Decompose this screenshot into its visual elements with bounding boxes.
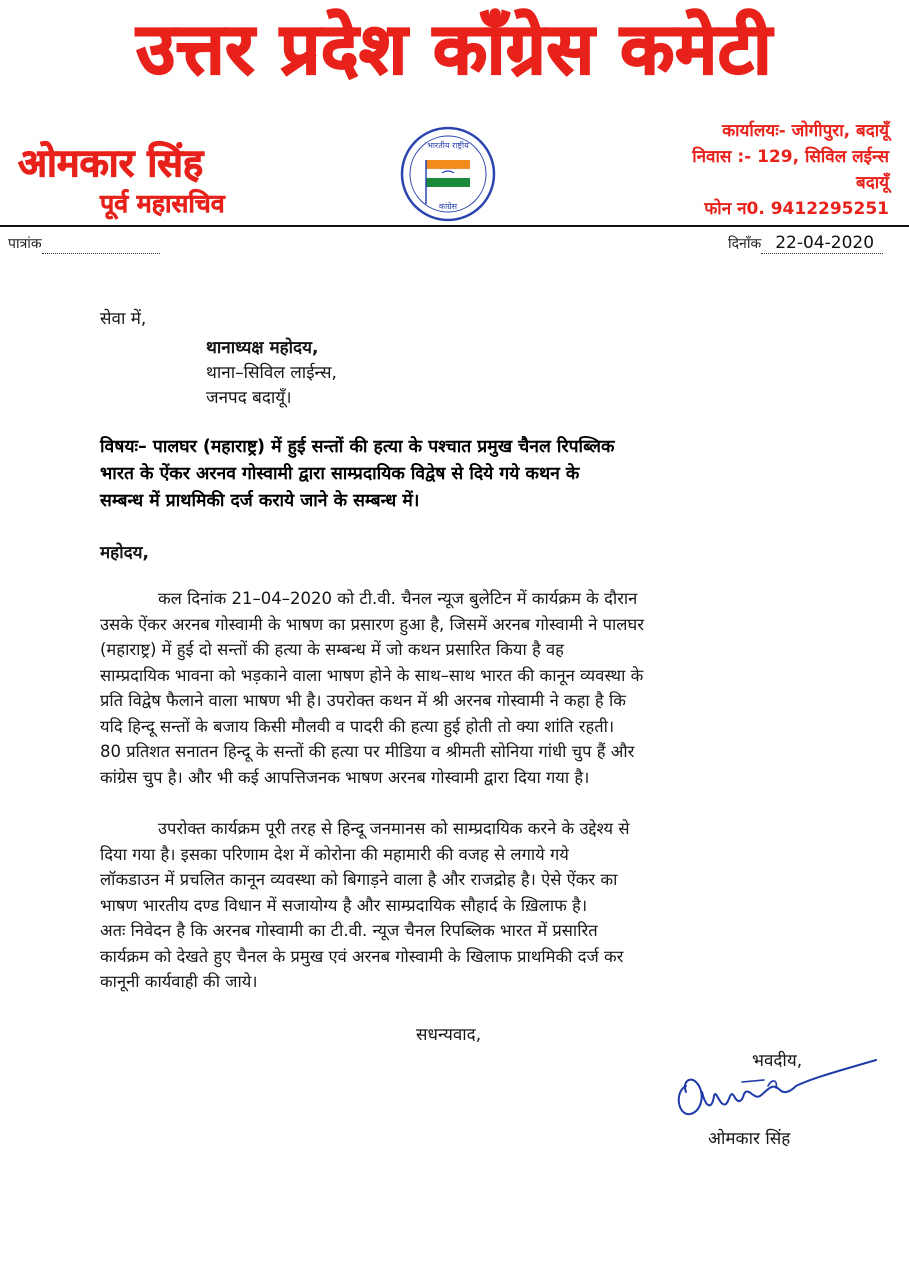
reference-label: पात्रांक [8, 236, 42, 252]
paragraph-1-line: (महाराष्ट्र) में हुई दो सन्तों की हत्या के सम्बन्ध में जो कथन प्रसारित किया है वह [100, 640, 564, 659]
flag-saffron-band [426, 160, 470, 169]
letterhead-residence-address: निवास :- 129, सिविल लईन्स [692, 147, 889, 167]
addressee-line-2: थाना–सिविल लाईन्स, [206, 363, 337, 383]
emblem-text-top: भारतीय राष्ट्रीय [427, 141, 469, 150]
letterhead-office-address: कार्यालयः- जोगीपुरा, बदायूँ [722, 121, 889, 141]
subject-line-1: विषयः– पालघर (महाराष्ट्र) में हुई सन्तों की हत्या के पश्चात प्रमुख चैनल रिपब्लिक [100, 437, 615, 457]
signatory-name: ओमकार सिंह [708, 1129, 791, 1149]
handwritten-signature [672, 1052, 882, 1132]
flag-green-band [426, 178, 470, 187]
paragraph-1-line: प्रति विद्वेष फैलाने वाला भाषण भी है। उपरोक्त कथन में श्री अरनब गोस्वामी ने कहा है कि [100, 691, 626, 710]
paragraph-1-line: यदि हिन्दू सन्तों के बजाय किसी मौलवी व पादरी की हत्या हुई होती तो क्या शांति रहती। [100, 716, 615, 736]
paragraph-2 [100, 816, 812, 995]
paragraph-1-line: कांग्रेस चुप है। और भी कई आपत्तिजनक भाषण अरनब गोस्वामी द्वारा दिया गया है। [100, 767, 590, 787]
paragraph-2-line: अतः निवेदन है कि अरनब गोस्वामी का टी.वी. न्यूज चैनल रिपब्लिक भारत में प्रसारित [100, 921, 598, 940]
congress-emblem-seal [398, 124, 498, 224]
subject-block [100, 434, 812, 515]
flag-white-band [426, 169, 470, 178]
paragraph-1 [100, 586, 812, 790]
date-label: दिनाँक [728, 236, 762, 252]
addressee-line-3: जनपद बदायूँ। [206, 388, 292, 408]
subject-line-3: सम्बन्ध में प्राथमिकी दर्ज कराये जाने के सम्बन्ध में। [100, 491, 420, 511]
paragraph-2-line: कार्यक्रम को देखते हुए चैनल के प्रमुख एवं अरनब गोस्वामी के खिलाफ प्राथमिकी दर्ज कर [100, 946, 624, 966]
letterhead-divider [0, 225, 909, 227]
date-row [728, 234, 883, 254]
paragraph-1-line: कल दिनांक 21–04–2020 को टी.वी. चैनल न्यूज बुलेटिन में कार्यक्रम के दौरान [158, 589, 638, 608]
letterhead-person-name: ओमकार सिंह [18, 141, 204, 185]
emblem-text-bottom: कांग्रेस [438, 202, 458, 211]
subject-line-2: भारत के ऐंकर अरनव गोस्वामी द्वारा साम्प्रदायिक विद्वेष से दिये गये कथन के [100, 464, 580, 484]
paragraph-2-line: दिया गया है। इसका परिणाम देश में कोरोना की महामारी की वजह से लगाये गये [100, 844, 569, 864]
date-dotted-line [761, 233, 883, 254]
paragraph-2-line: लॉकडाउन में प्रचलित कानून व्यवस्था को बिगाड़ने वाला है और राजद्रोह है। ऐसे ऐंकर का [100, 870, 618, 889]
paragraph-1-line: 80 प्रतिशत सनातन हिन्दू के सन्तों की हत्या पर मीडिया व श्रीमती सोनिया गांधी चुप हैं और [100, 742, 635, 761]
reference-number-row [8, 234, 160, 254]
valediction: भवदीय, [752, 1051, 803, 1071]
letterhead-residence-city: बदायूँ [856, 173, 889, 193]
addressee-line-1: थानाध्यक्ष महोदय, [206, 338, 319, 358]
paragraph-2-line: भाषण भारतीय दण्ड विधान में सजायोग्य है और साम्प्रदायिक सौहार्द के ख़िलाफ है। [100, 895, 588, 915]
greeting: महोदय, [100, 543, 149, 563]
letterhead-phone: फोन न0. 9412295251 [704, 199, 889, 219]
reference-dotted-line [42, 239, 160, 254]
date-value: 22-04-2020 [775, 233, 875, 253]
salutation: सेवा में, [100, 309, 147, 329]
closing-thanks: सधन्यवाद, [416, 1025, 482, 1045]
paragraph-2-line: कानूनी कार्यवाही की जाये। [100, 972, 258, 991]
letterhead-org-name: उत्तर प्रदेश कॉंग्रेस कमेटी [136, 8, 773, 90]
paragraph-1-line: उसके ऐंकर अरनब गोस्वामी के भाषण का प्रसारण हुआ है, जिसमें अरनब गोस्वामी ने पालघर [100, 614, 644, 634]
letterhead-person-title: पूर्व महासचिव [100, 189, 225, 218]
paragraph-2-line: उपरोक्त कार्यक्रम पूरी तरह से हिन्दू जनमानस को साम्प्रदायिक करने के उद्देश्य से [158, 819, 630, 838]
paragraph-1-line: साम्प्रदायिक भावना को भड़काने वाला भाषण होने के साथ–साथ भारत की कानून व्यवस्था के [100, 665, 644, 685]
